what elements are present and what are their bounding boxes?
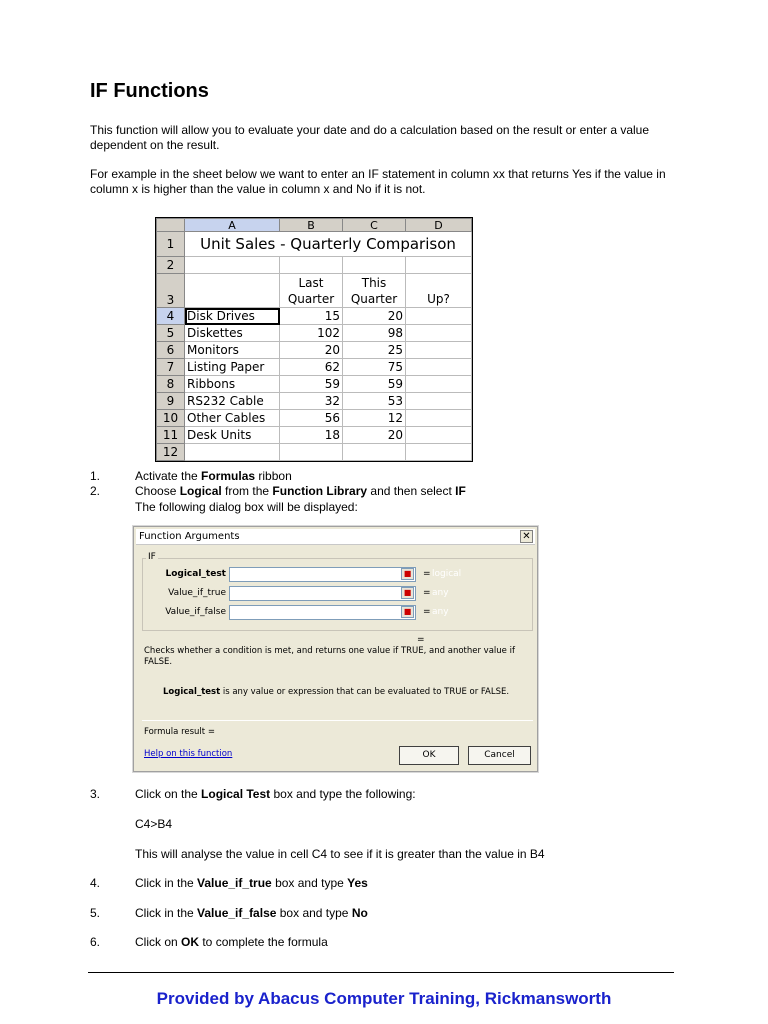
cell-up xyxy=(406,325,472,342)
cell-this: 25 xyxy=(343,342,406,359)
cell-name: Listing Paper xyxy=(185,359,280,376)
arg-label: Logical_test xyxy=(165,569,226,579)
text: box and type xyxy=(271,876,348,890)
step-text xyxy=(135,469,292,484)
arg-row-value-if-true xyxy=(143,586,534,602)
row-number: 2 xyxy=(157,257,185,274)
column-header-c: C xyxy=(343,219,406,232)
cell-up xyxy=(406,376,472,393)
text: Activate the xyxy=(135,469,202,483)
cell-last: 32 xyxy=(280,393,343,410)
column-header-row xyxy=(157,219,472,232)
header-this-quarter xyxy=(343,274,406,308)
if-group-box xyxy=(142,558,533,631)
header-last-quarter xyxy=(280,274,343,308)
dialog-title: Function Arguments xyxy=(139,531,240,542)
sheet-row xyxy=(157,342,472,359)
bold-text: Function Library xyxy=(272,484,368,498)
function-arguments-dialog xyxy=(133,526,538,772)
result-equals: = xyxy=(417,635,425,645)
arg-row-logical-test xyxy=(143,567,534,583)
divider xyxy=(142,720,533,721)
sheet-row xyxy=(157,325,472,342)
sheet-row xyxy=(157,427,472,444)
collapse-dialog-icon[interactable]: ■ xyxy=(401,587,414,599)
argument-help xyxy=(163,687,523,697)
text: Click in the xyxy=(135,876,198,890)
row-number: 11 xyxy=(157,427,185,444)
cell-name: Diskettes xyxy=(185,325,280,342)
intro-paragraph-1: This function will allow you to evaluate your date and do a calculation based on the result or enter a value dependent on the result. xyxy=(90,123,650,152)
text: and then select xyxy=(367,484,456,498)
step-text: The following dialog box will be displayed: xyxy=(135,500,358,514)
equals-sign: = xyxy=(423,607,431,617)
dialog-titlebar[interactable] xyxy=(136,529,535,545)
text: Click in the xyxy=(135,906,198,920)
header-up: Up? xyxy=(406,274,472,308)
cell-up xyxy=(406,410,472,427)
sheet-header-row xyxy=(157,274,472,308)
step-number: 6. xyxy=(90,935,101,949)
close-icon[interactable]: ✕ xyxy=(520,530,533,543)
help-link[interactable]: Help on this function xyxy=(144,749,233,759)
arg-type: logical xyxy=(432,569,462,579)
arg-row-value-if-false xyxy=(143,605,534,621)
text: ribbon xyxy=(255,469,292,483)
header-text: Quarter xyxy=(287,292,335,306)
cell-last: 102 xyxy=(280,325,343,342)
cell-name: Other Cables xyxy=(185,410,280,427)
cell-name: Monitors xyxy=(185,342,280,359)
text: to complete the formula xyxy=(199,935,328,949)
empty-cell xyxy=(280,444,343,461)
cell-this: 75 xyxy=(343,359,406,376)
cell-this: 59 xyxy=(343,376,406,393)
sheet-row xyxy=(157,376,472,393)
arg-type: any xyxy=(432,588,449,598)
value-if-true-input[interactable] xyxy=(229,586,416,601)
row-number: 5 xyxy=(157,325,185,342)
step-text xyxy=(135,876,368,891)
cell-last: 62 xyxy=(280,359,343,376)
formula-result: Formula result = xyxy=(144,727,215,737)
step-text: This will analyse the value in cell C4 to see if it is greater than the value in B4 xyxy=(135,847,545,861)
header-text: This xyxy=(361,276,387,290)
arg-label: Value_if_true xyxy=(168,588,226,598)
function-description: Checks whether a condition is met, and returns one value if TRUE, and another value if FALSE. xyxy=(144,646,515,667)
column-header-a: A xyxy=(185,219,280,232)
cancel-button[interactable]: Cancel xyxy=(468,746,531,765)
row-number: 1 xyxy=(157,232,185,257)
row-number: 12 xyxy=(157,444,185,461)
logical-test-input[interactable] xyxy=(229,567,416,582)
text: box and type the following: xyxy=(270,787,416,801)
step-number: 2. xyxy=(90,484,101,498)
cell-last: 56 xyxy=(280,410,343,427)
help-text: is any value or expression that can be evaluated to TRUE or FALSE. xyxy=(220,687,510,697)
bold-text: Yes xyxy=(347,876,368,890)
step-number: 3. xyxy=(90,787,101,801)
cell-name: Desk Units xyxy=(185,427,280,444)
sheet-row xyxy=(157,393,472,410)
column-header-b: B xyxy=(280,219,343,232)
sheet-row xyxy=(157,232,472,257)
spreadsheet-image xyxy=(155,217,473,462)
row-number: 4 xyxy=(157,308,185,325)
row-number: 7 xyxy=(157,359,185,376)
group-label: IF xyxy=(148,552,156,562)
text: Click on the xyxy=(135,787,202,801)
empty-cell xyxy=(185,257,280,274)
sheet-row xyxy=(157,257,472,274)
empty-cell xyxy=(406,257,472,274)
bold-text: IF xyxy=(455,484,466,498)
cell-name: RS232 Cable xyxy=(185,393,280,410)
cell-this: 98 xyxy=(343,325,406,342)
step-number: 5. xyxy=(90,906,101,920)
empty-cell xyxy=(280,257,343,274)
empty-cell xyxy=(185,444,280,461)
ok-button[interactable]: OK xyxy=(399,746,459,765)
page-title: IF Functions xyxy=(90,80,209,102)
header-text: Last xyxy=(298,276,324,290)
bold-text: Value_if_true xyxy=(197,876,272,890)
bold-text: Logical Test xyxy=(201,787,271,801)
header-text: Quarter xyxy=(350,292,398,306)
empty-cell xyxy=(406,444,472,461)
text: Choose xyxy=(135,484,180,498)
equals-sign: = xyxy=(423,569,431,579)
cell-up xyxy=(406,359,472,376)
sheet-row xyxy=(157,444,472,461)
footer-divider xyxy=(88,972,674,973)
intro-paragraph-2: For example in the sheet below we want to enter an IF statement in column xx that returns Yes if the value in column x is higher than the value in column x and No if it is not. xyxy=(90,167,666,196)
value-if-false-input[interactable] xyxy=(229,605,416,620)
corner-cell xyxy=(157,219,185,232)
bold-text: Value_if_false xyxy=(197,906,277,920)
row-number: 10 xyxy=(157,410,185,427)
bold-text: No xyxy=(351,906,368,920)
sheet-row xyxy=(157,410,472,427)
empty-cell xyxy=(343,257,406,274)
step-text xyxy=(135,787,416,802)
cell-this: 53 xyxy=(343,393,406,410)
bold-text: OK xyxy=(181,935,200,949)
formula-text: C4>B4 xyxy=(135,817,173,831)
cell-this: 12 xyxy=(343,410,406,427)
arg-type: any xyxy=(432,607,449,617)
text: box and type xyxy=(276,906,352,920)
cell-this: 20 xyxy=(343,308,406,325)
step-number: 4. xyxy=(90,876,101,890)
cell-up xyxy=(406,342,472,359)
cell-up xyxy=(406,308,472,325)
empty-cell xyxy=(343,444,406,461)
cell-last: 18 xyxy=(280,427,343,444)
cell-up xyxy=(406,427,472,444)
help-arg-name: Logical_test xyxy=(163,687,221,697)
text: from the xyxy=(221,484,273,498)
row-number: 9 xyxy=(157,393,185,410)
row-number: 8 xyxy=(157,376,185,393)
footer-credit: Provided by Abacus Computer Training, Rickmansworth xyxy=(156,989,612,1008)
cell-this: 20 xyxy=(343,427,406,444)
collapse-dialog-icon[interactable]: ■ xyxy=(401,606,414,618)
equals-sign: = xyxy=(423,588,431,598)
sheet-row xyxy=(157,308,472,325)
empty-cell xyxy=(185,274,280,308)
arg-label: Value_if_false xyxy=(165,607,226,617)
sheet-title: Unit Sales - Quarterly Comparison xyxy=(185,232,472,257)
cell-up xyxy=(406,393,472,410)
text: Click on xyxy=(135,935,182,949)
step-text xyxy=(135,906,368,921)
step-text xyxy=(135,484,466,499)
collapse-dialog-icon[interactable]: ■ xyxy=(401,568,414,580)
cell-last: 20 xyxy=(280,342,343,359)
bold-text: Formulas xyxy=(201,469,256,483)
step-text xyxy=(135,935,328,950)
cell-name: Ribbons xyxy=(185,376,280,393)
row-number: 3 xyxy=(157,274,185,308)
column-header-d: D xyxy=(406,219,472,232)
bold-text: Logical xyxy=(179,484,222,498)
cell-name: Disk Drives xyxy=(185,308,280,325)
cell-last: 15 xyxy=(280,308,343,325)
step-number: 1. xyxy=(90,469,101,483)
row-number: 6 xyxy=(157,342,185,359)
sheet-row xyxy=(157,359,472,376)
cell-last: 59 xyxy=(280,376,343,393)
